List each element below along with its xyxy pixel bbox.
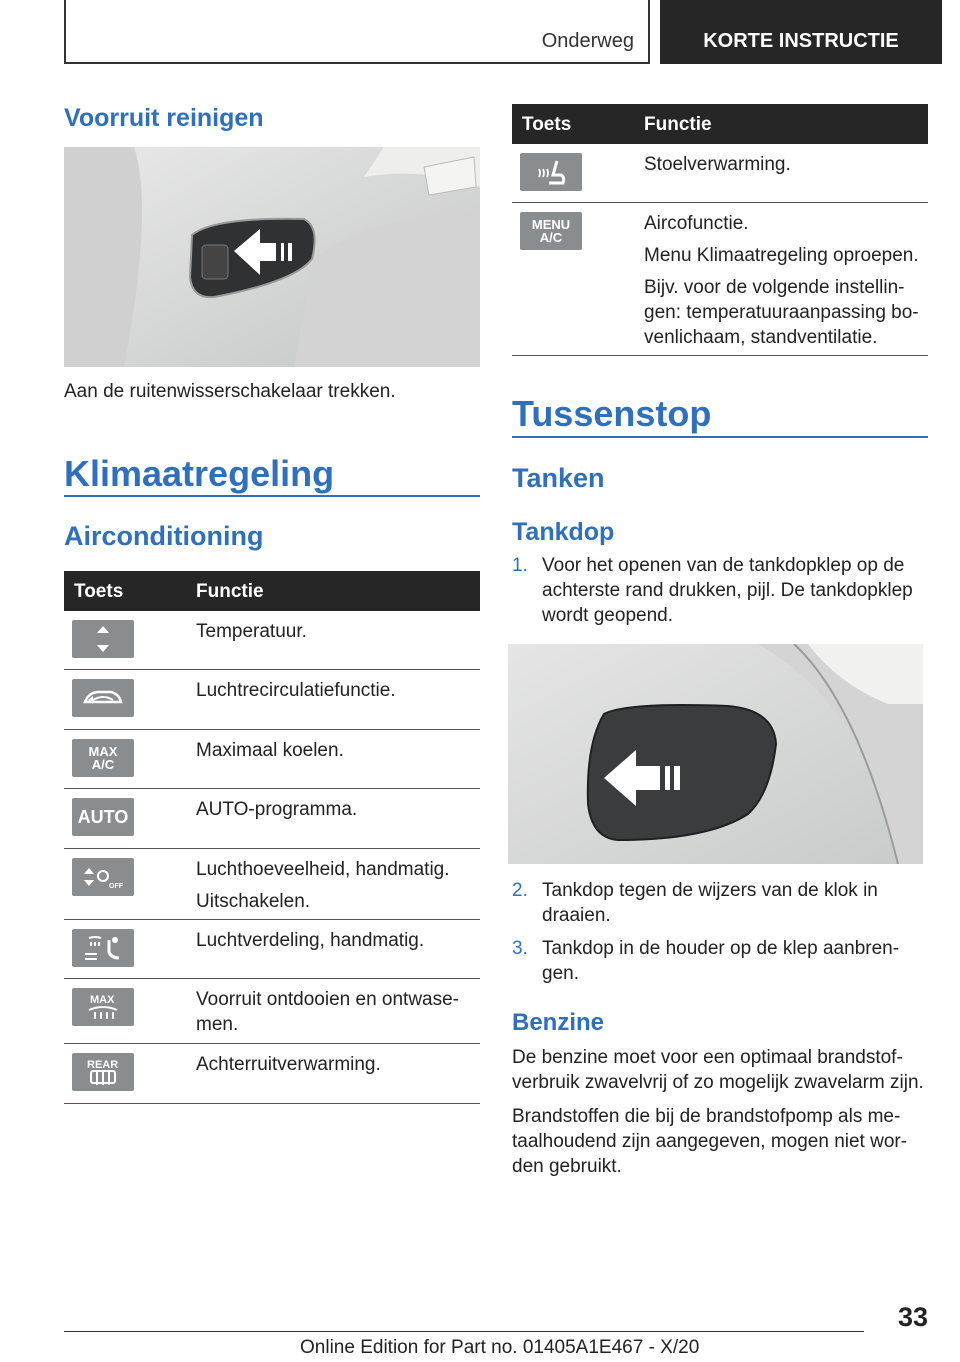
list-item: 2. Tankdop tegen de wijzers van de klok in draaien. <box>512 880 878 926</box>
rear-defrost-icon <box>72 1053 134 1091</box>
table-row <box>64 730 480 789</box>
table-row <box>512 144 928 203</box>
header-section-tab <box>64 0 650 64</box>
col-key: Toets <box>74 581 124 602</box>
row-description: Voorruit ontdooien en ontwase-men. <box>196 989 460 1035</box>
col-function: Functie <box>644 114 712 135</box>
stop-heading: Tussenstop <box>512 393 712 434</box>
svg-text:OFF: OFF <box>109 883 123 890</box>
table-row <box>512 203 928 356</box>
list-item: 1. Voor het openen van de tankdopklep op de achterste rand drukken, pijl. De tankdopklep wordt geopend. <box>512 555 913 626</box>
table-row <box>64 1044 480 1104</box>
wiper-heading: Voorruit reinigen <box>64 104 264 132</box>
seat-table <box>512 104 928 356</box>
fuel-cap-photo <box>508 644 923 864</box>
cap-heading: Tankdop <box>512 518 615 546</box>
table-row <box>64 789 480 849</box>
col-key: Toets <box>522 114 572 135</box>
recirculation-icon <box>72 679 134 717</box>
fuel-heading: Tanken <box>512 463 605 493</box>
climate-rule <box>64 495 480 497</box>
row-description: Luchtverdeling, handmatig. <box>196 930 425 951</box>
row-description: Stoelverwarming. <box>644 154 791 175</box>
seat-heating-icon <box>520 153 582 191</box>
ac-heading: Airconditioning <box>64 521 264 551</box>
step-list-2 <box>512 878 928 994</box>
fan-off-icon <box>72 858 134 896</box>
table-row <box>64 849 480 920</box>
stop-rule <box>512 436 928 438</box>
menu-ac-icon: MENU A/C <box>520 212 582 250</box>
row-description: Maximaal koelen. <box>196 740 344 761</box>
header-chapter-tab <box>660 0 942 64</box>
air-distribution-icon <box>72 929 134 967</box>
table-row <box>64 670 480 730</box>
row-description: AUTO-programma. <box>196 799 358 820</box>
wiper-caption: Aan de ruitenwisserschakelaar trekken. <box>64 381 396 402</box>
header-section: Onderweg <box>541 30 634 52</box>
row-description: Aircofunctie. Menu Klimaatregeling oproepen. Bijv. voor de volgende instellin-gen: temperatuuraanpassing bo-venlichaam, standventilatie. <box>644 213 919 348</box>
col-function: Functie <box>196 581 264 602</box>
row-description: Temperatuur. <box>196 621 307 642</box>
row-description: Achterruitverwarming. <box>196 1054 381 1075</box>
row-description: Luchthoeveelheid, handmatig. Uitschakelen. <box>196 859 450 912</box>
petrol-paragraph-2: Brandstoffen die bij de brandstofpomp als me-taalhoudend zijn aangegeven, mogen niet wor-den gebruikt. <box>512 1106 908 1177</box>
table-row <box>64 611 480 670</box>
svg-text:REAR: REAR <box>87 1059 119 1071</box>
table-header <box>512 104 928 144</box>
step-list-1 <box>512 553 928 636</box>
petrol-paragraph-1: De benzine moet voor een optimaal brandstof-verbruik zwavelvrij of zo mogelijk zwavelarm zijn. <box>512 1047 924 1093</box>
table-row <box>64 979 480 1044</box>
max-defrost-icon <box>72 988 134 1026</box>
page-number: 33 <box>897 1302 928 1332</box>
petrol-heading: Benzine <box>512 1009 605 1036</box>
climate-heading: Klimaatregeling <box>64 453 335 494</box>
max-ac-icon: MAX A/C <box>72 739 134 777</box>
svg-text:MAX: MAX <box>90 994 115 1006</box>
temperature-arrows-icon <box>72 620 134 658</box>
header-chapter: KORTE INSTRUCTIE <box>703 30 899 52</box>
row-description: Luchtrecirculatiefunctie. <box>196 680 396 701</box>
table-header <box>64 571 480 611</box>
footer-text: Online Edition for Part no. 01405A1E467 - X/20 <box>300 1337 700 1358</box>
auto-icon: AUTO <box>72 798 134 836</box>
footer-rule <box>64 1331 864 1332</box>
list-item: 3. Tankdop in de houder op de klep aanbren-gen. <box>512 938 900 984</box>
table-row <box>64 920 480 979</box>
wiper-photo <box>64 147 480 367</box>
ac-table <box>64 571 480 1104</box>
